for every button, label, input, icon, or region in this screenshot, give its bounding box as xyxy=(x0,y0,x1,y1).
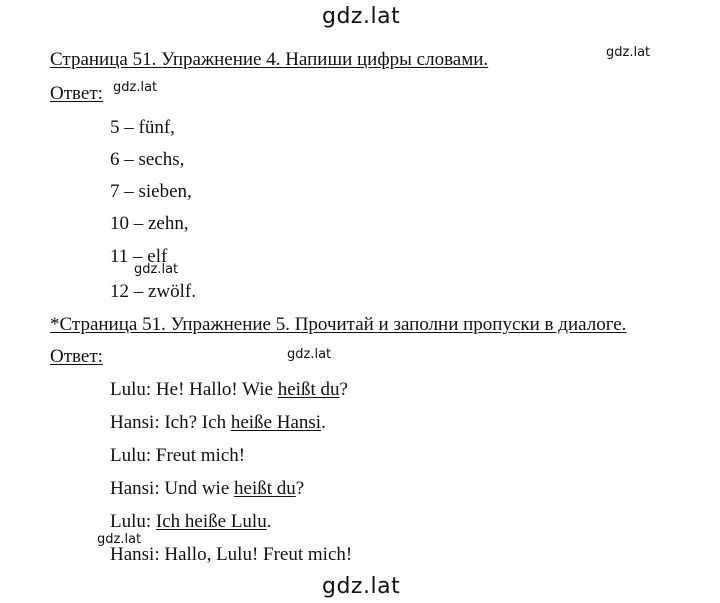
exercise5-title: *Страница 51. Упражнение 5. Прочитай и заполни пропуски в диалоге. xyxy=(50,314,627,335)
speaker: Lulu: xyxy=(110,379,152,400)
dialogue-punct: . xyxy=(321,412,326,433)
dialogue-line xyxy=(110,413,326,432)
number-word-item: 6 – sechs, xyxy=(110,149,185,170)
speaker: Lulu: xyxy=(110,445,152,466)
number-word-item: 7 – sieben, xyxy=(110,181,192,202)
speaker: Hansi: xyxy=(110,544,160,565)
filled-gap: Ich heiße Lulu xyxy=(155,511,267,532)
number-word-item: 5 – fünf, xyxy=(110,117,175,138)
dialogue-line xyxy=(110,545,352,564)
dialogue-punct: ? xyxy=(295,478,305,499)
dialogue-text: Hallo, Lulu! Freut mich! xyxy=(164,544,353,565)
filled-gap: heißt du xyxy=(234,478,296,499)
watermark-lower-left: gdz.lat xyxy=(97,532,142,547)
watermark-bottom: gdz.lat xyxy=(322,574,401,599)
watermark-top: gdz.lat xyxy=(322,4,401,29)
speaker: Hansi: xyxy=(110,412,160,433)
dialogue-text: Und wie xyxy=(164,478,230,499)
number-word-item: 10 – zehn, xyxy=(110,213,189,234)
dialogue-line xyxy=(110,446,245,465)
watermark-mid: gdz.lat xyxy=(134,262,179,277)
filled-gap: heiße Hansi xyxy=(230,412,322,433)
speaker: Lulu: xyxy=(110,511,152,532)
dialogue-text: Freut mich! xyxy=(155,445,246,466)
speaker: Hansi: xyxy=(110,478,160,499)
exercise4-title: Страница 51. Упражнение 4. Напиши цифры словами. xyxy=(50,49,489,70)
dialogue-punct: . xyxy=(266,511,272,532)
exercise5-answer-label: Ответ: xyxy=(50,346,103,367)
watermark-side: gdz.lat xyxy=(606,45,651,60)
dialogue-line xyxy=(110,512,271,531)
number-word-item: 11 – elf xyxy=(110,246,168,267)
dialogue-line xyxy=(110,380,348,399)
dialogue-line xyxy=(110,479,304,498)
dialogue-text: Ich? Ich xyxy=(164,412,227,433)
dialogue-punct: ? xyxy=(339,379,348,400)
dialogue-text: He! Hallo! Wie xyxy=(155,379,273,400)
number-word-item: 12 – zwölf. xyxy=(110,281,197,302)
exercise4-answer-label: Ответ: xyxy=(50,83,103,104)
watermark-answer1: gdz.lat xyxy=(113,80,158,95)
filled-gap: heißt du xyxy=(277,379,340,400)
watermark-answer2: gdz.lat xyxy=(287,347,332,362)
